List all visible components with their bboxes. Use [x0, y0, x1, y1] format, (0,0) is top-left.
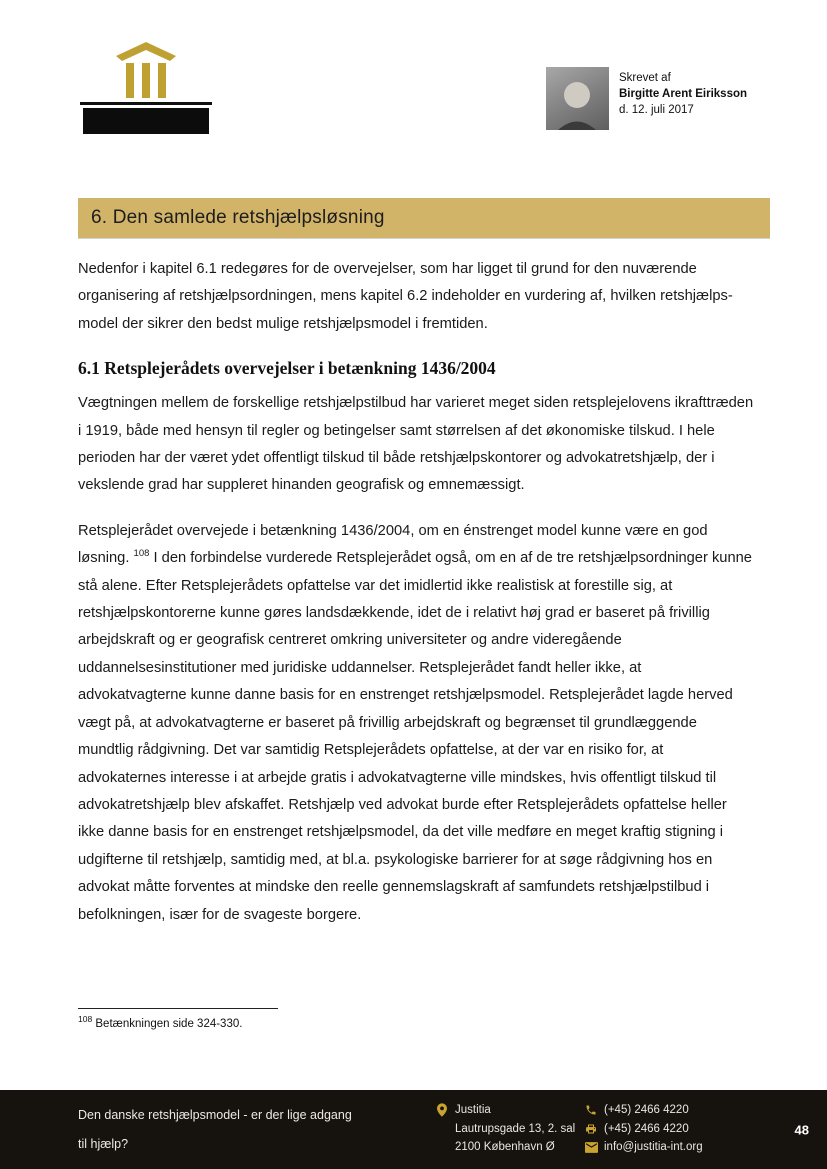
- page-number: 48: [794, 1122, 809, 1137]
- author-block: [546, 67, 747, 130]
- email-icon: [584, 1142, 598, 1153]
- footer-fax: (+45) 2466 4220: [604, 1122, 689, 1135]
- footer-title-line1: Den danske retshjælpsmodel - er der lige adgang: [78, 1108, 352, 1122]
- footer-phone: (+45) 2466 4220: [604, 1104, 689, 1116]
- section-heading: 6.1 Retsplejerådets overvejelser i betænkning 1436/2004: [78, 358, 496, 379]
- footnote-number: 108: [78, 1014, 93, 1025]
- footnote-108: [78, 1016, 754, 1032]
- footer-email-link[interactable]: info@justitia-int.org: [604, 1141, 703, 1153]
- justitia-logo: [80, 42, 212, 134]
- footer-org-name: Justitia: [455, 1104, 491, 1116]
- justitia-columns-icon: [110, 42, 182, 98]
- logo-wordmark-bar: [83, 108, 209, 134]
- chapter-title: 6. Den samlede retshjælpsløsning: [91, 207, 385, 228]
- footer-address-line2: 2100 København Ø: [455, 1141, 555, 1153]
- footer-address-line1: Lautrupsgade 13, 2. sal: [455, 1122, 576, 1135]
- author-text: [619, 67, 747, 130]
- phone-icon: [584, 1104, 598, 1116]
- paragraph-2-start: Retsplejerådet overvejede i betænkning 1436/2004, om en énstrenget model kunne være en god løsning.: [78, 522, 708, 567]
- author-photo: [546, 67, 609, 130]
- footer-report-title: [78, 1101, 352, 1159]
- footnote-area: [78, 1008, 754, 1032]
- paragraph-2-rest: I den forbindelse vurderede Retsplejerådet også, om en af de tre retshjælpsordninger kunne stå alene. Efter Retsplejerådets opfattelse var det imidlertid ikke realistisk at forestille sig, at retshjælpskontorerne kunne gøres landsdækkende, idet de i relativt høj grad er baseret på frivillig arbejdskraft og er geografisk centreret omkring universiteter og andre videregående uddannelsesinstitutioner med juridiske uddannelser. Retsplejerådet fandt heller ikke, at advokatvagterne kunne danne basis for en enstrenget retshjælpsmodel. Retsplejerådet lagde herved vægt på, at advokatvagterne er baseret på frivillig arbejdskraft og begrænset til grundlæggende mundtlig rådgivning. Det var samtidig Retsplejerådets opfattelse, at der var en risiko for, at advokaternes interesse i at arbejde gratis i advokatvagterne ville mindskes, hvis offentligt tilskud til advokatretshjælp blev afskaffet. Retshjælp ved advokat burde efter Retsplejerådets opfattelse heller ikke danne basis for en enstrenget retshjælpsmodel, da det ville medføre en meget kraftig stigning i udgifterne til retshjælp, samtidig med, at bl.a. psykologiske barrierer for at søge rådgivning hos en advokat måtte forventes at mindske den reelle gennemslagskraft af samfundets retshjælpstilbud i befolkningen, især for de svageste borgere.: [78, 550, 752, 923]
- footer-address: [435, 1101, 575, 1157]
- author-date: d. 12. juli 2017: [619, 104, 694, 116]
- footnote-reference-108: 108: [133, 548, 150, 560]
- footnote-divider: [78, 1008, 278, 1009]
- paragraph-1: Vægtningen mellem de forskellige retshjælpstilbud har varieret meget siden retsplejelovens ikrafttræden i 1919, både med hensyn til regler og betingelser samt størrelsen af det økonomiske tilskud. I hele perioden har der været ydet offentligt tilskud til både retshjælpskontorer og advokatretshjælp, der i vekslende grad har suppleret hinanden geografisk og emnemæssigt.: [78, 395, 754, 494]
- chapter-banner: [78, 198, 770, 238]
- page-footer: [0, 1090, 827, 1169]
- footnote-text: Betænkningen side 324-330.: [95, 1018, 243, 1030]
- paragraph-2: [78, 518, 754, 929]
- fax-icon: [584, 1123, 598, 1135]
- location-pin-icon: [435, 1103, 449, 1117]
- logo-divider: [80, 102, 212, 105]
- author-name: Birgitte Arent Eiriksson: [619, 88, 748, 100]
- footer-title-line2: til hjælp?: [78, 1137, 129, 1151]
- body-content: [78, 256, 754, 947]
- footer-contact: [584, 1101, 703, 1157]
- intro-paragraph: Nedenfor i kapitel 6.1 redegøres for de overvejelser, som har ligget til grund for den nuværende organisering af retshjælpsordningen, mens kapitel 6.2 indeholder en vurdering af, hvilken retshjælps-model der sikrer den bedst mulige retshjælpsmodel i fremtiden.: [78, 261, 733, 332]
- author-prefix: Skrevet af: [619, 72, 671, 84]
